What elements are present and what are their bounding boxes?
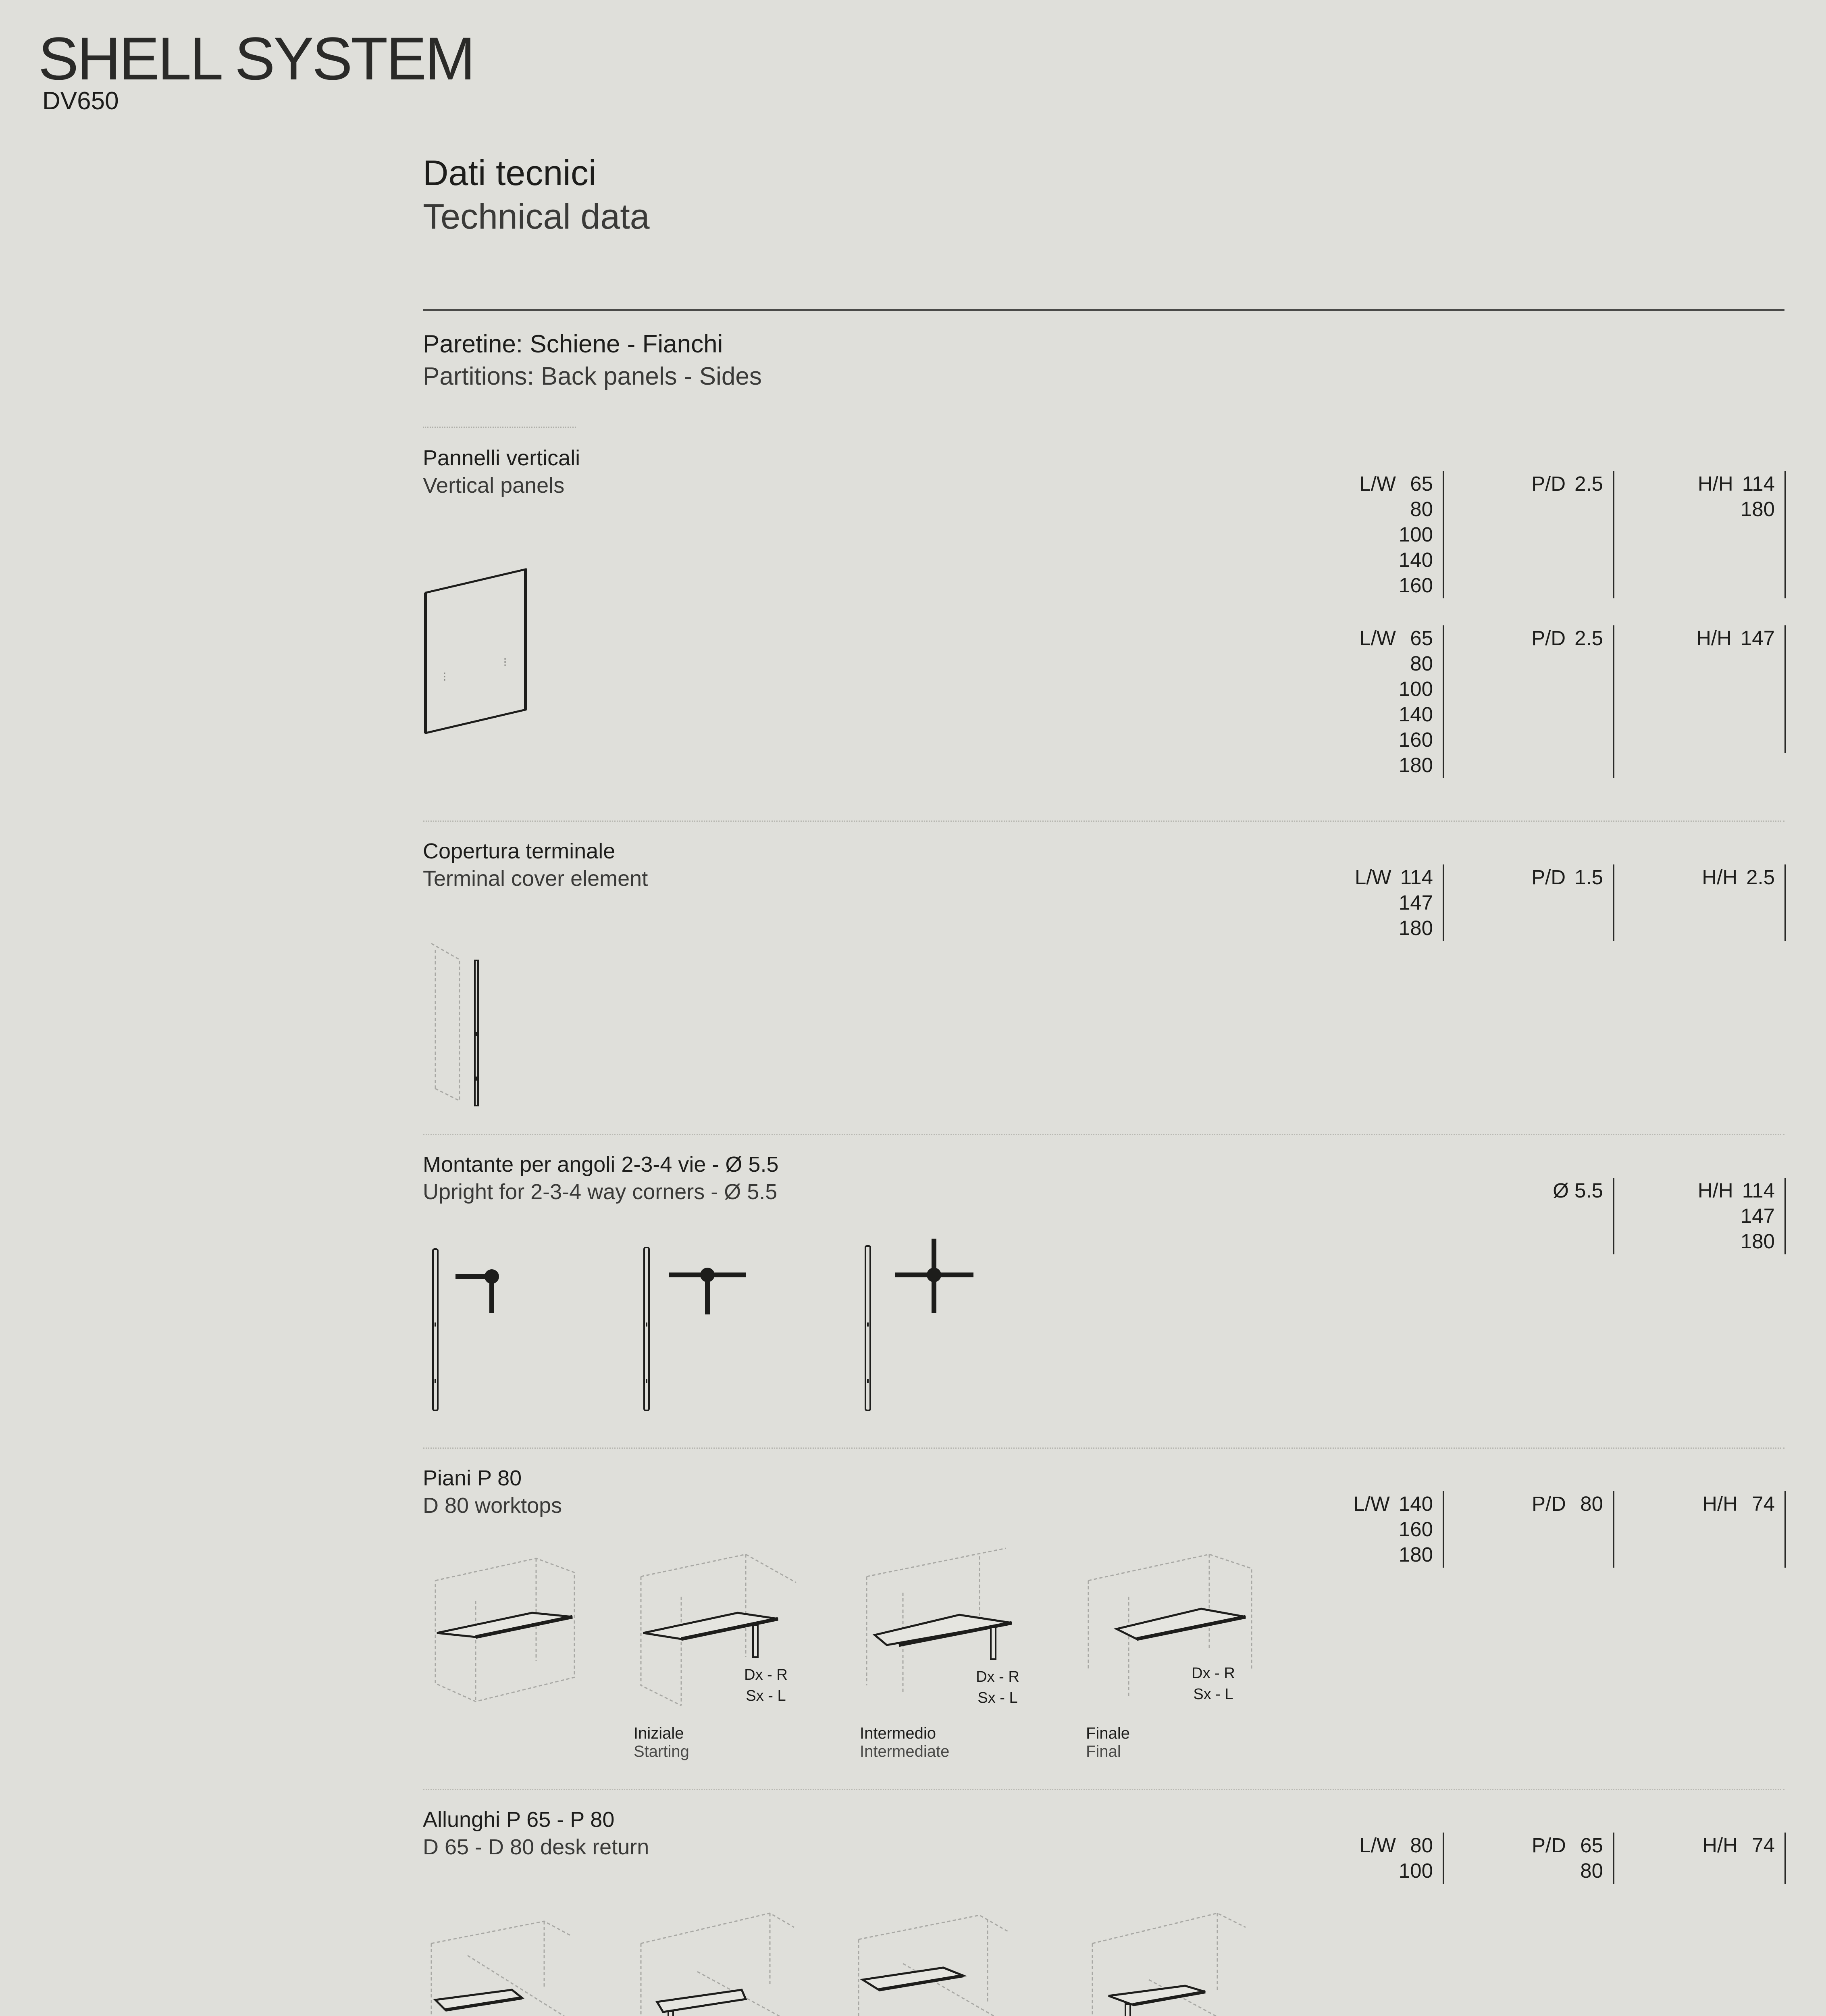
- hh-value: 114: [1742, 1179, 1775, 1202]
- pd-label: P/D: [1531, 627, 1566, 650]
- brand-title: SHELL SYSTEM: [38, 25, 474, 92]
- lw-value: 65: [1410, 627, 1433, 650]
- hh-value: 147: [1740, 627, 1775, 650]
- upright-title-it: Montante per angoli 2-3-4 vie - Ø 5.5: [423, 1152, 779, 1177]
- type-label-it: Intermedio: [860, 1724, 936, 1742]
- hh-value: 114: [1742, 472, 1775, 495]
- dr-lw-cell: [1290, 1833, 1444, 1884]
- type-label-en: Intermediate: [860, 1743, 950, 1760]
- vp-g2-lw-cell: [1290, 625, 1444, 778]
- upright-4way-drawing: [863, 1238, 984, 1411]
- lw-value: 80: [1410, 652, 1433, 675]
- lw-label: L/W: [1355, 866, 1391, 889]
- hh-label: H/H: [1697, 1179, 1733, 1202]
- side-l: Sx - L: [746, 1687, 786, 1704]
- lw-value: 100: [1398, 677, 1433, 700]
- terminal-cover-title-en: Terminal cover element: [423, 866, 648, 891]
- upright-2way-drawing: [427, 1242, 508, 1411]
- lw-value: 180: [1398, 754, 1433, 777]
- lw-value: 140: [1398, 1492, 1433, 1515]
- diameter-value: Ø 5.5: [1553, 1179, 1603, 1202]
- hh-label: H/H: [1697, 472, 1733, 495]
- vp-g1-hh-cell: [1641, 471, 1786, 598]
- pd-value: 80: [1580, 1859, 1603, 1882]
- pd-value: 2.5: [1574, 627, 1603, 650]
- vp-g1-pd-cell: [1470, 471, 1614, 598]
- lw-value: 80: [1410, 1834, 1433, 1857]
- vp-g1-lw-cell: [1290, 471, 1444, 598]
- pd-value: 80: [1580, 1492, 1603, 1515]
- lw-value: 180: [1398, 916, 1433, 939]
- heading-en: Technical data: [423, 196, 650, 236]
- lw-label: L/W: [1359, 472, 1396, 495]
- side-r: Dx - R: [744, 1666, 788, 1683]
- side-r: Dx - R: [976, 1668, 1019, 1685]
- hh-label: H/H: [1702, 1834, 1738, 1857]
- vertical-panel-drawing: [419, 564, 532, 738]
- vertical-panels-title-it: Pannelli verticali: [423, 446, 580, 470]
- worktops-title-en: D 80 worktops: [423, 1493, 562, 1518]
- upright-diameter-cell: [1470, 1178, 1614, 1254]
- pd-label: P/D: [1531, 1492, 1566, 1515]
- wt-pd-cell: [1470, 1491, 1614, 1568]
- type-label-en: Starting: [634, 1743, 689, 1760]
- tc-lw-cell: [1290, 864, 1444, 941]
- desk-return-drawing-4: [1084, 1911, 1254, 2016]
- hh-label: H/H: [1702, 866, 1738, 889]
- worktop-drawing-1: [431, 1556, 576, 1706]
- worktop-side-label-1: [742, 1664, 790, 1706]
- worktop-side-label-3: [1189, 1663, 1237, 1705]
- desk-return-title-en: D 65 - D 80 desk return: [423, 1835, 649, 1859]
- desk-return-drawing-2: [637, 1911, 798, 2016]
- lw-value: 140: [1398, 548, 1433, 571]
- dr-pd-cell: [1470, 1833, 1614, 1884]
- section-rule: [423, 309, 1784, 311]
- pd-label: P/D: [1531, 472, 1566, 495]
- lw-value: 65: [1410, 472, 1433, 495]
- dr-hh-cell: [1641, 1833, 1786, 1884]
- vertical-panels-title-en: Vertical panels: [423, 473, 565, 498]
- lw-value: 160: [1398, 728, 1433, 751]
- hh-value: 147: [1740, 1204, 1775, 1227]
- lw-value: 147: [1398, 891, 1433, 914]
- lw-value: 180: [1398, 1543, 1433, 1566]
- section-divider: [423, 1134, 1784, 1135]
- wt-lw-cell: [1290, 1491, 1444, 1568]
- hh-value: 2.5: [1746, 866, 1775, 889]
- desk-return-drawing-3: [855, 1915, 1016, 2016]
- desk-return-drawing-1: [427, 1919, 572, 2016]
- side-r: Dx - R: [1192, 1665, 1235, 1682]
- partitions-title-it: Paretine: Schiene - Fianchi: [423, 330, 723, 358]
- type-label-it: Finale: [1086, 1724, 1130, 1742]
- wt-hh-cell: [1641, 1491, 1786, 1568]
- pd-label: P/D: [1531, 1834, 1566, 1857]
- vp-g2-pd-cell: [1470, 625, 1614, 778]
- hh-label: H/H: [1702, 1492, 1738, 1515]
- terminal-cover-drawing: [427, 939, 484, 1109]
- worktop-side-label-2: [973, 1666, 1022, 1708]
- upright-hh-cell: [1641, 1178, 1786, 1254]
- worktop-type-intermediate: [860, 1724, 949, 1761]
- pd-value: 65: [1580, 1834, 1603, 1857]
- lw-value: 100: [1398, 523, 1433, 546]
- lw-value: 114: [1400, 866, 1433, 889]
- tc-pd-cell: [1470, 864, 1614, 941]
- vp-g2-hh-cell: [1641, 625, 1786, 753]
- upright-3way-drawing: [641, 1242, 754, 1411]
- model-code: DV650: [42, 87, 119, 115]
- lw-value: 160: [1398, 574, 1433, 597]
- section-divider: [423, 821, 1784, 822]
- lw-value: 160: [1398, 1518, 1433, 1541]
- side-l: Sx - L: [1193, 1686, 1233, 1703]
- short-divider: [423, 427, 576, 428]
- lw-value: 80: [1410, 498, 1433, 521]
- pd-value: 1.5: [1574, 866, 1603, 889]
- lw-label: L/W: [1359, 1834, 1396, 1857]
- lw-value: 140: [1398, 703, 1433, 726]
- pd-label: P/D: [1531, 866, 1566, 889]
- terminal-cover-title-it: Copertura terminale: [423, 839, 616, 863]
- type-label-it: Iniziale: [634, 1724, 684, 1742]
- hh-label: H/H: [1696, 627, 1732, 650]
- worktops-title-it: Piani P 80: [423, 1466, 522, 1490]
- lw-label: L/W: [1353, 1492, 1390, 1515]
- section-divider: [423, 1789, 1784, 1790]
- worktop-type-starting: [634, 1724, 689, 1761]
- tc-hh-cell: [1641, 864, 1786, 941]
- hh-value: 180: [1740, 1230, 1775, 1253]
- worktop-type-final: [1086, 1724, 1130, 1761]
- hh-value: 180: [1740, 498, 1775, 521]
- pd-value: 2.5: [1574, 472, 1603, 495]
- desk-return-title-it: Allunghi P 65 - P 80: [423, 1808, 615, 1832]
- section-divider: [423, 1447, 1784, 1449]
- upright-title-en: Upright for 2-3-4 way corners - Ø 5.5: [423, 1180, 778, 1204]
- lw-value: 100: [1398, 1859, 1433, 1882]
- type-label-en: Final: [1086, 1743, 1121, 1760]
- heading-it: Dati tecnici: [423, 153, 597, 193]
- lw-label: L/W: [1359, 627, 1396, 650]
- hh-value: 74: [1752, 1834, 1775, 1857]
- hh-value: 74: [1752, 1492, 1775, 1515]
- partitions-title-en: Partitions: Back panels - Sides: [423, 362, 762, 390]
- side-l: Sx - L: [977, 1689, 1018, 1706]
